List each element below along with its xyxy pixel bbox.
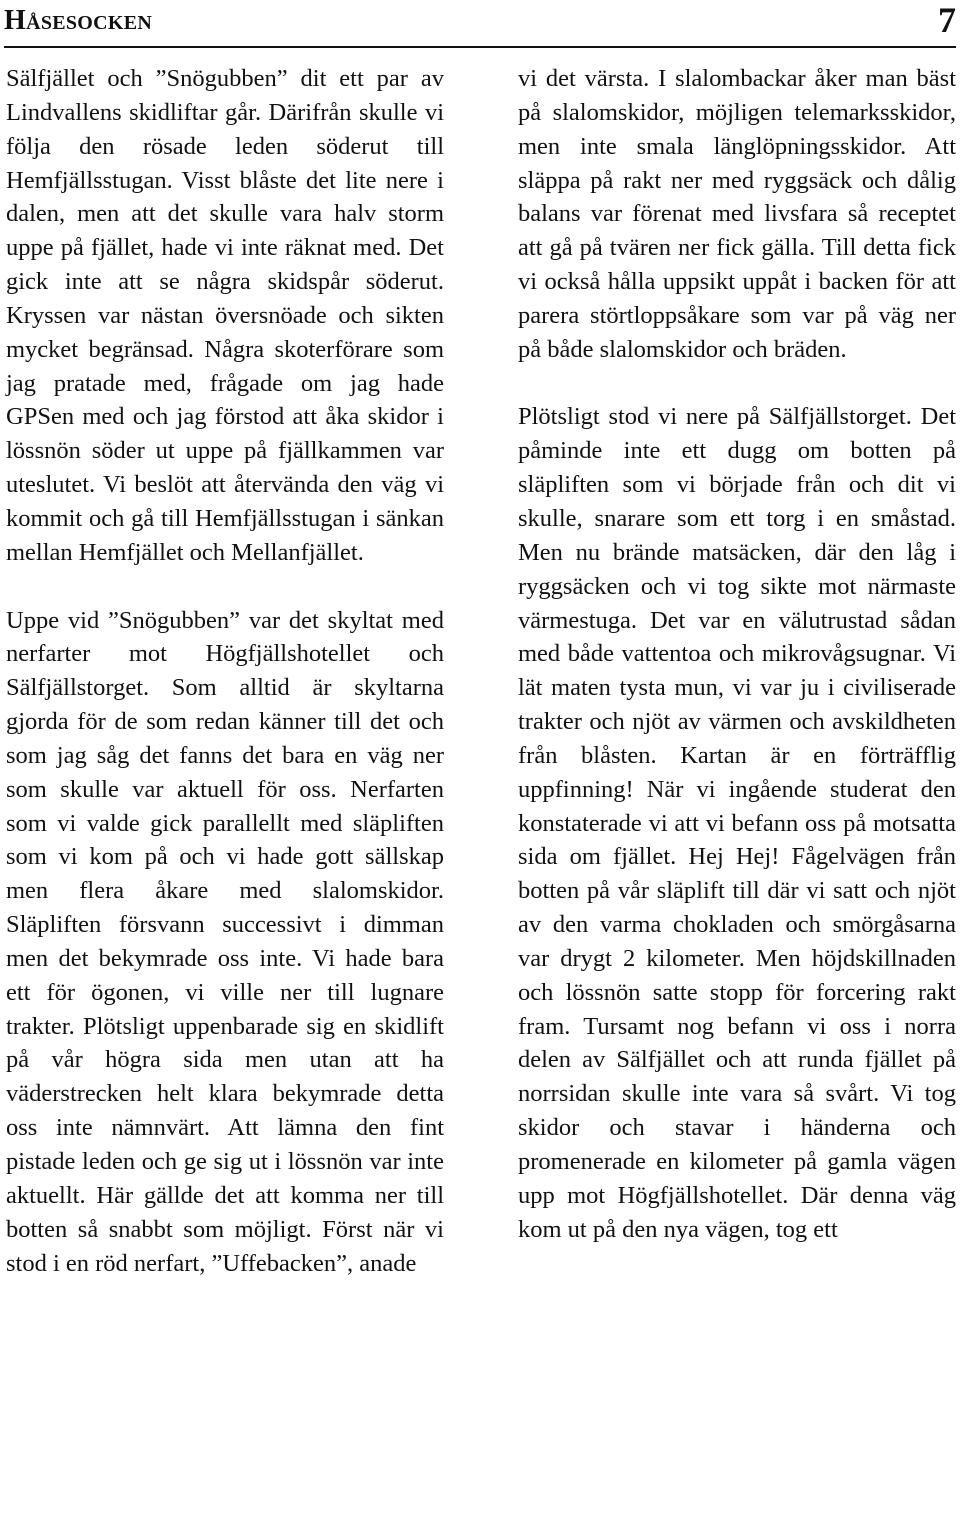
page-number: 7 [938,0,956,40]
right-paragraph-1: vi det värsta. I slalombackar åker man bäst på slalomskidor, möjligen telemarksskidor, men inte smala länglöpningsskidor. Att släppa på rakt ner med ryggsäck och dålig balans var förenat med livsfara så receptet att gå på tvären ner fick gälla. Till detta fick vi också hålla uppsikt uppåt i backen för att parera störtloppsåkare som var på väg ner på både slalomskidor och bräden. [518,65,956,363]
left-paragraph-1: Sälfjället och ”Snögubben” dit ett par av Lindvallens skidliftar går. Därifrån skulle vi följa den rösade leden söderut till Hemfjällsstugan. Visst blåste det lite nere i dalen, men att det skulle vara halv storm uppe på fjället, hade vi inte räknat med. Det gick inte att se några skidspår söderut. Kryssen var nästan översnöade och sikten mycket begränsad. Några skoterförare som jag pratade med, frågade om jag hade GPSen med och jag förstod att åka skidor i lössnön söder ut uppe på fjällkammen var uteslutet. Vi beslöt att återvända den väg vi kommit och gå till Hemfjällsstugan i sänkan mellan Hemfjället och Mellanfjället. [6,65,444,566]
right-column [518,62,956,1247]
left-paragraph-2: Uppe vid ”Snögubben” var det skyltat med nerfarter mot Högfjällshotellet och Sälfjällstorget. Som alltid är skyltarna gjorda för de som redan känner till det och som jag såg det fanns det bara en väg ner som skulle var aktuell för oss. Nerfarten som vi valde gick parallellt med släpliften som vi kom på och vi hade gott sällskap men flera åkare med slalomskidor. Släpliften försvann successivt i dimman men det bekymrade oss inte. Vi hade bara ett för ögonen, vi ville ner till lugnare trakter. Plötsligt uppenbarade sig en skidlift på vår högra sida men utan att ha väderstrecken helt klara bekymrade detta oss inte nämnvärt. Att lämna den fint pistade leden och ge sig ut i lössnön var inte aktuellt. Här gällde det att komma ner till botten så snabbt som möjligt. Först när vi stod i en röd nerfart, ”Uffebacken”, anade [6,606,444,1277]
header-title: Håsesocken [4,5,153,36]
page-header [4,0,956,48]
right-paragraph-2: Plötsligt stod vi nere på Sälfjällstorget. Det påminde inte ett dugg om botten på släpliften som vi började från och dit vi skulle, snarare som ett torg i en småstad. Men nu brände matsäcken, där den låg i ryggsäcken och vi tog sikte mot närmaste värmestuga. Det var en välutrustad sådan med både vattentoa och mikrovågsugnar. Vi lät maten tysta mun, vi var ju i civiliserade trakter och njöt av värmen och avskildheten från blåsten. Kartan är en förträfflig uppfinning! När vi ingående studerat den konstaterade vi att vi befann oss på motsatta sida om fjället. Hej Hej! Fågelvägen från botten på vår släplift till där vi satt och njöt av den varma chokladen och smörgåsarna var drygt 2 kilometer. Men höjdskillnaden och lössnön satte stopp för forcering rakt fram. Tursamt nog befann vi oss i norra delen av Sälfjället och att runda fjället på norrsidan skulle inte vara så svårt. Vi tog skidor och stavar i händerna och promenerade en kilometer på gamla vägen upp mot Högfjällshotellet. Där denna väg kom ut på den nya vägen, tog ett [518,403,956,1243]
left-column [6,62,444,1280]
